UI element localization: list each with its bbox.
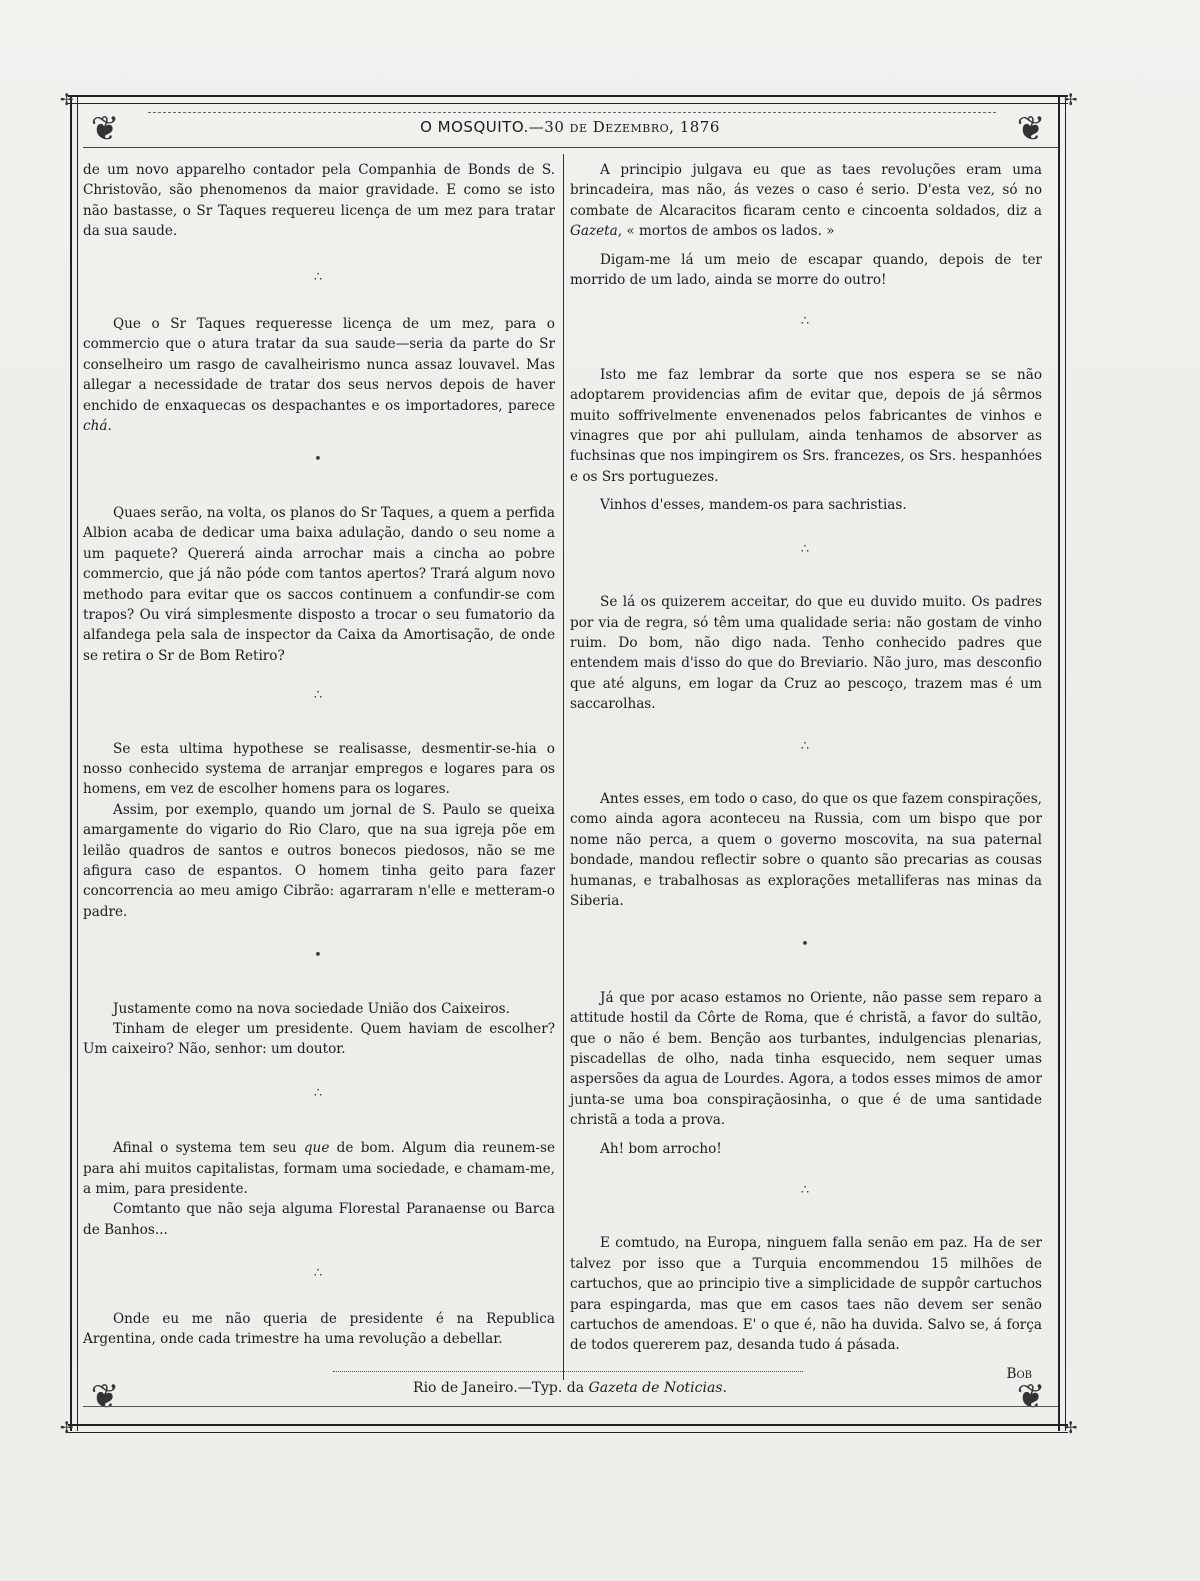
italic-run: que: [303, 1140, 330, 1157]
frame-right-border: [1058, 95, 1066, 1431]
corner-flourish-icon: ❦: [90, 109, 120, 149]
text-run: Rio de Janeiro.—Typ. da: [413, 1380, 589, 1396]
section-ornament: •: [314, 948, 324, 964]
corner-flourish-icon: ❦: [90, 1377, 120, 1417]
column-divider: [563, 154, 564, 1380]
italic-run: Gazeta de Noticias: [588, 1380, 723, 1396]
paragraph: Vinhos d'esses, mandem-os para sachristias.: [600, 497, 907, 514]
italic-run: Gazeta: [570, 223, 618, 240]
text-run: Afinal o systema tem seu: [113, 1140, 304, 1157]
section-ornament: ∴: [313, 1085, 325, 1101]
finial-ornament-icon: ✢: [1064, 90, 1078, 109]
bottom-rule: [83, 1406, 1058, 1407]
section-ornament: ∴: [800, 738, 812, 754]
corner-flourish-icon: ❦: [1016, 1377, 1046, 1417]
paragraph: Se lá os quizerem acceitar, do que eu duvido muito. Os padres por via de regra, só têm uma qualidade seria: não gostam de vinho ruim. Do bom, não digo nada. Tenho conhecido padres que entendem mais d'isso do que do Breviario. Não juro, mas desconfio que até alguns, em logar da Cruz ao pescoço, trazem mas é um saccarolhas.: [570, 594, 1042, 713]
section-ornament: •: [314, 452, 324, 468]
paper-name: O MOSQUITO.: [420, 118, 529, 136]
text-run: de bom. Algum dia reunem-se para ahi muitos capitalistas, formam uma sociedade, e chamam-me, a mim, para presidente.: [83, 1140, 555, 1198]
paragraph: Justamente como na nova sociedade União dos Caixeiros.: [113, 1000, 510, 1017]
italic-run: chá: [83, 418, 108, 435]
paragraph: Comtanto que não seja alguma Florestal Paranaense ou Barca de Banhos...: [83, 1201, 555, 1238]
finial-ornament-icon: ✢: [60, 90, 74, 109]
paragraph: [83, 314, 555, 436]
frame-top-border: [68, 95, 1068, 104]
text-run: .: [107, 418, 112, 435]
left-column: [83, 160, 555, 1349]
paragraph: Assim, por exemplo, quando um jornal de S. Paulo se queixa amargamente do vigario do Rio Claro, que na sua igreja põe em leilão quadros de santos e outros bonecos piedosos, não se me afigura caso de espantos. O homem tinha geito para fazer concorrencia ao meu amigo Cibrão: agarraram n'elle e metteram-o padre.: [83, 801, 555, 920]
paragraph: Isto me faz lembrar da sorte que nos espera se se não adoptarem providencias afim de evitar que, depois de já sêrmos muito soffrivelmente envenenados pelos fabricantes de vinhos e vinagres que por ahi pullulam, ainda tenhamos de absorver as fuchsinas que nos impingirem os Srs. francezes, os Srs. hespanhóes e os Srs portuguezes.: [570, 366, 1042, 485]
section-ornament: ∴: [313, 269, 325, 285]
frame-bottom-border: [68, 1424, 1068, 1433]
text-run: , « mortos de ambos os lados. »: [617, 223, 835, 240]
paragraph: de um novo apparelho contador pela Companhia de Bonds de S. Christovão, são phenomenos da maior gravidade. E como se isto não bastasse, o Sr Taques requereu licença de um mez para tratar da sua saude.: [83, 162, 555, 240]
text-run: .: [722, 1380, 727, 1396]
footer-rule: [333, 1371, 803, 1372]
signature: Bob: [1006, 1365, 1032, 1382]
finial-ornament-icon: ✢: [60, 1418, 74, 1437]
paragraph: [570, 160, 1042, 242]
date-month: de Dezembro: [569, 118, 670, 136]
header-rule: [83, 147, 1058, 148]
section-ornament: •: [801, 937, 811, 953]
wavy-rule: [148, 112, 996, 116]
paragraph: Tinham de eleger um presidente. Quem haviam de escolher? Um caixeiro? Não, senhor: um doutor.: [83, 1021, 555, 1058]
right-column: [570, 160, 1042, 1384]
text-run: A principio julgava eu que as taes revoluções eram uma brincadeira, mas não, ás vezes o caso é serio. D'esta vez, só no combate de Alcaracitos ficaram cento e cincoenta soldados, diz a: [570, 162, 1042, 219]
frame-left-border: [70, 95, 78, 1431]
printer-imprint: [140, 1380, 1000, 1396]
section-ornament: ∴: [313, 688, 325, 704]
finial-ornament-icon: ✢: [1064, 1418, 1078, 1437]
section-ornament: ∴: [800, 541, 812, 557]
section-ornament: ∴: [313, 1266, 325, 1282]
paragraph: Digam-me lá um meio de escapar quando, depois de ter morrido de um lado, ainda se morre do outro!: [570, 251, 1042, 289]
paragraph: [83, 1138, 555, 1199]
corner-flourish-icon: ❦: [1016, 109, 1046, 149]
masthead: [140, 118, 1000, 136]
text-run: Que o Sr Taques requeresse licença de um mez, para o commercio que o atura tratar da sua saude—seria da parte do Sr conselheiro um rasgo de cavalheirismo nunca assaz louvavel. Mas allegar a necessidade de tratar dos seus nervos depois de haver enchido de enxaquecas os despachantes e os importadores, parece: [83, 316, 555, 414]
section-ornament: ∴: [800, 1183, 812, 1199]
paragraph: Onde eu me não queria de presidente é na Republica Argentina, onde cada trimestre ha uma revolução a debellar.: [83, 1310, 555, 1348]
paragraph: Quaes serão, na volta, os planos do Sr Taques, a quem a perfida Albion acaba de dedicar uma baixa adulação, dando o seu nome a um paquete? Quererá ainda arrochar mais a cincha ao pobre commercio, que já não póde com tantos apertos? Trará algum novo methodo para evitar que os saccos continuem a confundir-se com trapos? Ou virá simplesmente disposto a trocar o seu fumatorio da alfandega pela sala de inspector da Caixa da Amortisação, de onde se retira o Sr de Bom Retiro?: [83, 504, 555, 664]
paragraph: Se esta ultima hypothese se realisasse, desmentir-se-hia o nosso conhecido systema de arranjar empregos e logares para os homens, em vez de escolher homens para os logares.: [83, 740, 555, 798]
date-year: , 1876: [669, 118, 720, 136]
section-ornament: ∴: [800, 314, 812, 330]
paragraph: Ah! bom arrocho!: [600, 1140, 722, 1157]
paragraph: E comtudo, na Europa, ninguem falla senão em paz. Ha de ser talvez por isso que a Turquia encommendou 15 milhões de cartuchos, que ao principio tive a simplicidade de suppôr cartuchos para espingarda, mas que em casos taes não devem ser senão cartuchos de amendoas. E' o que é, não ha duvida. Salvo se, á força de todos quererem paz, desanda tudo á pásada.: [570, 1235, 1042, 1354]
paragraph: Antes esses, em todo o caso, do que os que fazem conspirações, como ainda agora aconteceu na Russia, com um bispo que por nome não perca, a quem o governo moscovita, na sua paternal bondade, mandou reflectir sobre o quanto são precarias as cousas humanas, e trabalhosas as explorações metalliferas nas minas da Siberia.: [570, 790, 1042, 909]
date-prefix: —30: [528, 118, 570, 136]
paragraph: Já que por acaso estamos no Oriente, não passe sem reparo a attitude hostil da Côrte de Roma, que é christã, a favor do sultão, que o não é bem. Benção aos turbantes, indulgencias plenarias, piscadellas de olho, nada tinha esquecido, nem sequer umas aspersões da agua de Lourdes. Agora, a todos esses mimos de amor junta-se uma boa conspiraçãosinha, o que é de uma santidade christã a toda a prova.: [570, 989, 1042, 1129]
